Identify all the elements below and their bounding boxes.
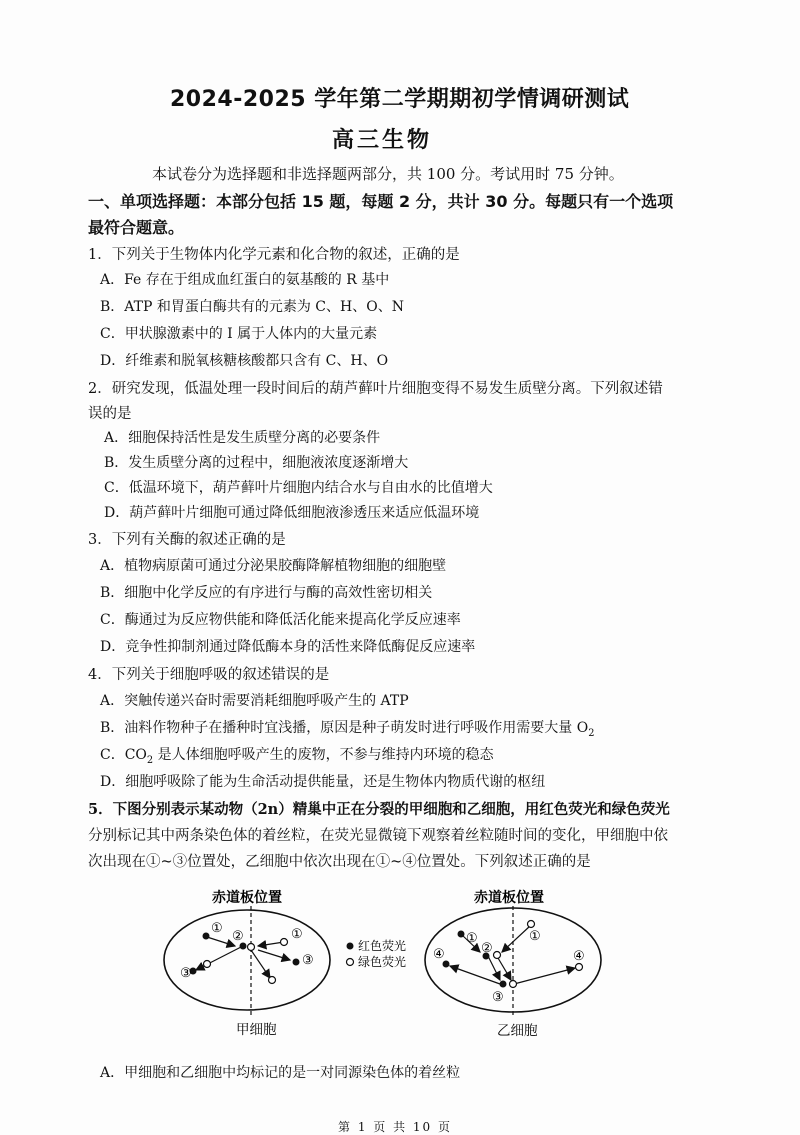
q2-option-d: D．葫芦藓叶片细胞可通过降低细胞液渗透压来适应低温环境 (104, 505, 480, 521)
cell-a-red-dot (293, 959, 300, 966)
cell-b-red-dot (500, 981, 507, 988)
cell-a-mark-3b: ③ (302, 953, 314, 968)
subject-title: 高三生物 (332, 128, 433, 153)
q4-option-a: A．突触传递兴奋时需要消耗细胞呼吸产生的 ATP (100, 693, 409, 709)
cell-division-figure (0, 880, 800, 1070)
exam-intro: 本试卷分为选择题和非选择题两部分，共 100 分。考试用时 75 分钟。 (152, 165, 624, 183)
cell-a-arrow (207, 937, 235, 946)
cell-a-green-dot (204, 961, 211, 968)
q1-option-a: A．Fe 存在于组成血红蛋白的氨基酸的 R 基中 (100, 272, 390, 288)
figure-legend (347, 938, 407, 969)
q4-option-c-subscript: 2 (146, 754, 154, 766)
q4-option-c (100, 744, 494, 766)
q4-option-d: D．细胞呼吸除了能为生命活动提供能量，还是生物体内物质代谢的枢纽 (100, 774, 546, 790)
cell-a-mark-1: ① (211, 921, 223, 936)
q5-stem-line1: 5．下图分别表示某动物（2n）精巢中正在分裂的甲细胞和乙细胞，用红色荧光和绿色荧光 (88, 801, 670, 818)
page-footer: 第 1 页 共 10 页 (338, 1120, 452, 1134)
q4-option-b-text: B．油料作物种子在播种时宜浅播，原因是种子萌发时进行呼吸作用需要大量 O (100, 720, 589, 736)
section-heading-line1: 一、单项选择题：本部分包括 15 题，每题 2 分，共计 30 分。每题只有一个选项 (88, 192, 674, 211)
q3-option-d: D．竞争性抑制剂通过降低酶本身的活性来降低酶促反应速率 (100, 639, 476, 655)
q3-stem: 3．下列有关酶的叙述正确的是 (88, 532, 286, 548)
cell-b-mark-2: ② (481, 941, 493, 956)
cell-a-arrow (251, 950, 270, 978)
section-heading-line2: 最符合题意。 (88, 218, 185, 237)
legend-red-label: 红色荧光 (358, 939, 407, 953)
q4-option-b-subscript: 2 (588, 727, 595, 739)
cell-b-red-dot (458, 931, 465, 938)
legend-green-dot (347, 959, 354, 966)
cell-a-green-dot (281, 939, 288, 946)
cell-a-mark-2: ② (232, 929, 244, 944)
q1-option-b: B．ATP 和胃蛋白酶共有的元素为 C、H、O、N (100, 299, 404, 315)
cell-b-green-dot (510, 981, 517, 988)
cell-a-caption: 甲细胞 (236, 1022, 277, 1038)
exam-title: 2024-2025 学年第二学期期初学情调研测试 (170, 87, 630, 112)
cell-a-mark-3: ③ (180, 966, 192, 981)
cell-b-equator-label: 赤道板位置 (474, 890, 544, 906)
cell-a-arrow (196, 946, 243, 970)
cell-b-green-dot (494, 952, 501, 959)
q1-option-d: D．纤维素和脱氧核糖核酸都只含有 C、H、O (100, 353, 389, 369)
q2-option-b: B．发生质壁分离的过程中，细胞液浓度逐渐增大 (104, 455, 409, 471)
q2-option-a: A．细胞保持活性是发生质壁分离的必要条件 (104, 430, 381, 446)
cell-b-mark-4b: ④ (573, 949, 585, 964)
cell-a-green-dot (269, 977, 276, 984)
cell-a-arrow (258, 950, 290, 960)
q5-option-a: A．甲细胞和乙细胞中均标记的是一对同源染色体的着丝粒 (100, 1065, 461, 1081)
cell-a-diagram (164, 889, 330, 1038)
cell-a-red-dot (203, 933, 210, 940)
cell-b-diagram (425, 889, 601, 1039)
legend-green-label: 绿色荧光 (358, 955, 407, 969)
cell-b-caption: 乙细胞 (497, 1023, 538, 1039)
q2-option-c: C．低温环境下，葫芦藓叶片细胞内结合水与自由水的比值增大 (104, 480, 493, 496)
cell-b-arrow (502, 926, 530, 952)
q1-option-c: C．甲状腺激素中的 I 属于人体内的大量元素 (100, 326, 378, 342)
cell-b-green-dot (576, 964, 583, 971)
cell-b-arrow (514, 968, 575, 984)
q4-option-c-prefix: C．CO (100, 747, 147, 763)
cell-a-green-dot (248, 944, 255, 951)
legend-red-dot (347, 943, 354, 950)
q4-option-c-text: 是人体细胞呼吸产生的废物，不参与维持内环境的稳态 (153, 747, 494, 763)
cell-a-mark-1b: ① (291, 927, 303, 942)
cell-b-mark-1: ① (466, 931, 478, 946)
q1-stem: 1．下列关于生物体内化学元素和化合物的叙述，正确的是 (88, 247, 460, 263)
q5-stem-line3: 次出现在①~③位置处，乙细胞中依次出现在①~④位置处。下列叙述正确的是 (88, 854, 591, 870)
q3-option-a: A．植物病原菌可通过分泌果胶酶降解植物细胞的细胞壁 (100, 558, 447, 574)
q4-stem: 4．下列关于细胞呼吸的叙述错误的是 (88, 667, 330, 683)
q4-option-b (100, 717, 594, 739)
q5-stem-line2: 分别标记其中两条染色体的着丝粒，在荧光显微镜下观察着丝粒随时间的变化，甲细胞中依 (88, 828, 668, 844)
cell-b-green-dot (528, 921, 535, 928)
q3-option-c: C．酶通过为反应物供能和降低活化能来提高化学反应速率 (100, 612, 461, 628)
q3-option-b: B．细胞中化学反应的有序进行与酶的高效性密切相关 (100, 585, 433, 601)
q2-stem-line2: 误的是 (88, 406, 132, 422)
cell-a-equator-label: 赤道板位置 (212, 890, 282, 906)
cell-b-arrow (488, 956, 500, 980)
cell-b-mark-3: ③ (492, 990, 504, 1005)
cell-b-arrow (498, 958, 511, 980)
cell-b-mark-1b: ① (529, 929, 541, 944)
cell-b-arrow (450, 966, 500, 984)
cell-b-mark-4: ④ (433, 947, 445, 962)
q2-stem-line1: 2．研究发现，低温处理一段时间后的葫芦藓叶片细胞变得不易发生质壁分离。下列叙述错 (88, 381, 663, 397)
